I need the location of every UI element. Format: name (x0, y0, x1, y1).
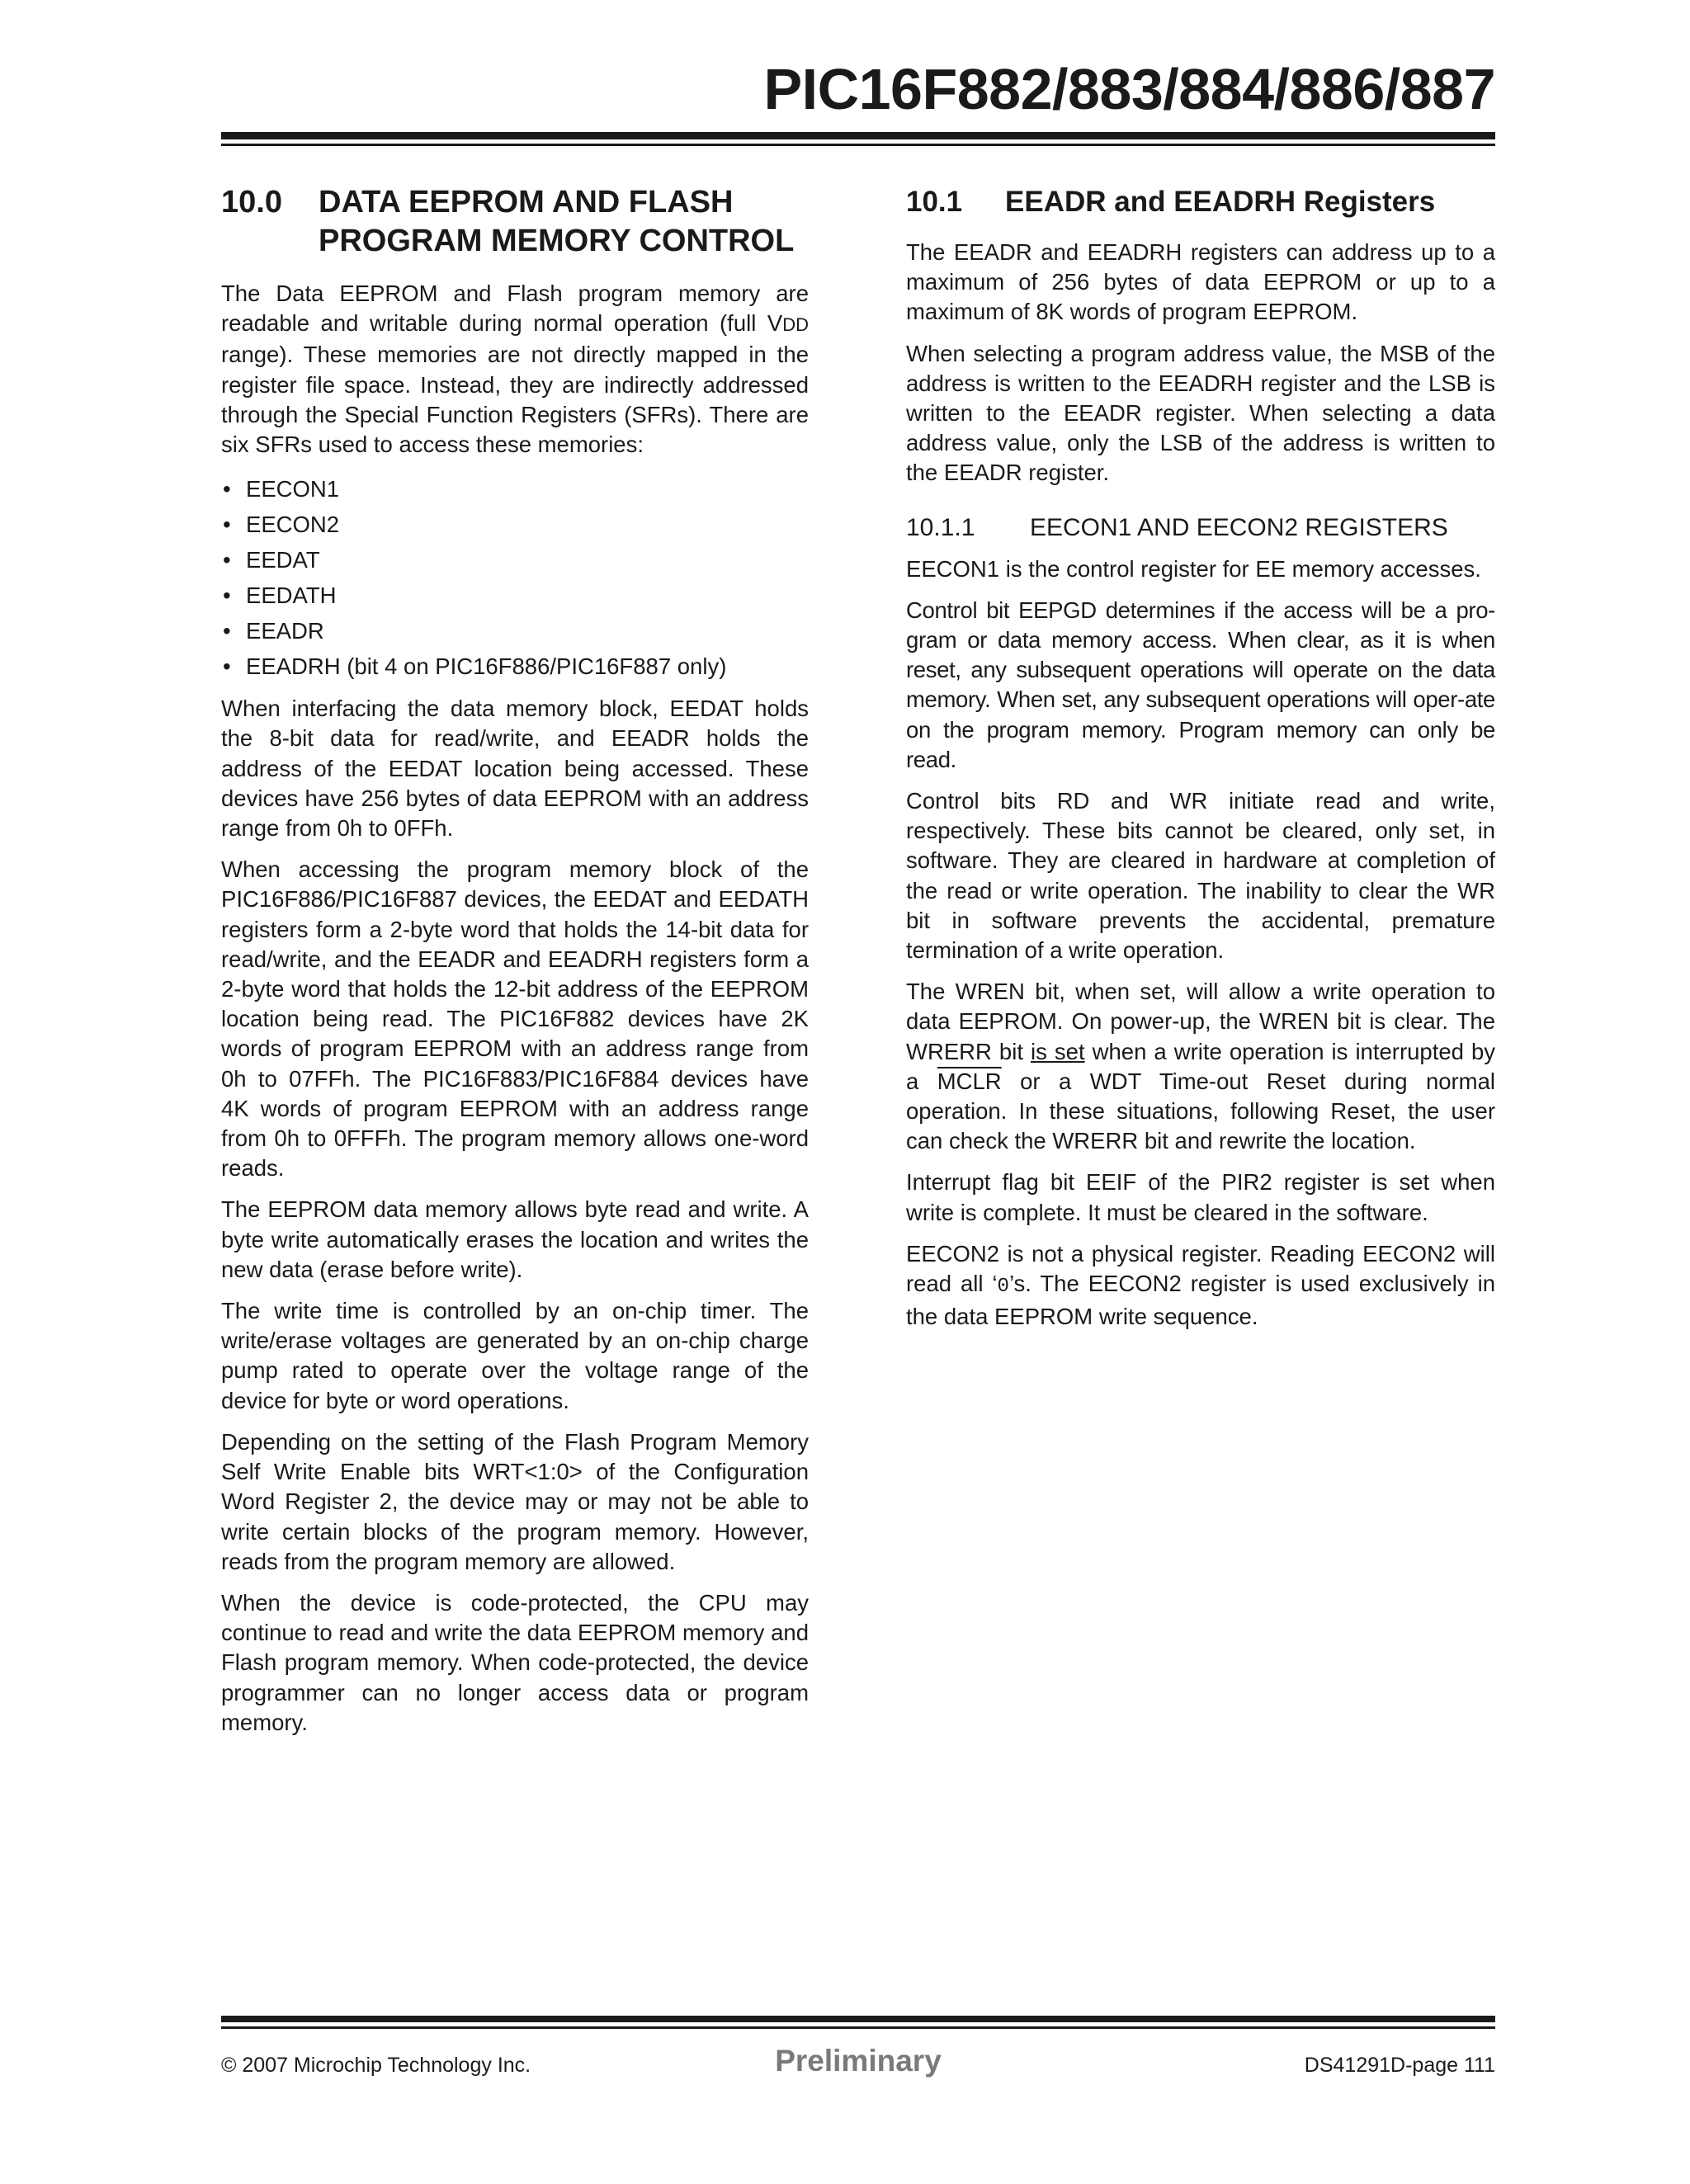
paragraph-eedat: When interfacing the data memory block, EEDAT holds the 8-bit data for read/write, and EEADR holds the address of the EEDAT location being accessed. These devices have 256 bytes of data EEPROM with an address range from 0h to 0FFh. (221, 696, 809, 842)
list-item: • EEDAT (223, 547, 320, 573)
footer-rule-thin (221, 2026, 1495, 2029)
paragraph-write-time: The write time is controlled by an on-chip timer. The write/erase voltages are generated by an on-chip charge pump rated to operate over the voltage range of the device for byte or word operations. (221, 1298, 809, 1413)
list-item: • EECON1 (223, 476, 340, 502)
zero-literal: 0 (997, 1276, 1009, 1299)
right-column (906, 183, 1495, 1344)
list-item: • EEADR (223, 618, 324, 644)
section-heading-10-0 (221, 183, 809, 261)
paragraph-msb-lsb: When selecting a program address value, the MSB of the address is written to the EEADRH register and the LSB is written to the EEADR register. When selecting a data address value, only the LSB of the address is written to the EEADR register. (906, 340, 1495, 486)
preliminary-label: Preliminary (775, 2044, 942, 2078)
header-rule-thick (221, 132, 1495, 139)
list-item: • EEADRH (bit 4 on PIC16F886/PIC16F887 only) (223, 653, 727, 680)
paragraph-eeif: Interrupt flag bit EEIF of the PIR2 register is set when write is complete. It must be cleared in the software. (906, 1169, 1495, 1225)
vdd-subscript: DD (782, 314, 809, 336)
section-title: EEADR and EEADRH Registers (1005, 186, 1436, 218)
paragraph-eepgd: Control bit EEPGD determines if the access will be a pro-gram or data memory access. When clear, as it is when reset, any subsequent operations will operate on the data memory. When set, any subsequent operations will oper-ate on the program memory. Program memory can only be read. (906, 597, 1495, 772)
paragraph-eecon2: EECON2 is not a physical register. Reading EECON2 will read all ‘0’s. The EECON2 register is used exclusively in the data EEPROM write sequence. (906, 1240, 1495, 1330)
mclr-overline: MCLR (937, 1068, 1002, 1094)
intro-paragraph: The Data EEPROM and Flash program memory are readable and writable during normal operation (full VDD range). These memories are not directly mapped in the register file space. Instead, they are indirectly addressed through the Special Function Registers (SFRs). There are six SFRs used to access these memories: (221, 281, 809, 458)
paragraph-program-memory: When accessing the program memory block of the PIC16F886/PIC16F887 devices, the EEDAT and EEDATH registers form a 2-byte word that holds the 14-bit data for read/write, and the EEADR and EEADRH registers form a 2-byte word that holds the 12-bit address of the EEPROM location being read. The PIC16F882 devices have 2K words of program EEPROM with an address range from 0h to 07FFh. The PIC16F883/PIC16F884 devices have 4K words of program EEPROM with an address range from 0h to 0FFFh. The program memory allows one-word reads. (221, 856, 809, 1182)
paragraph-rd-wr: Control bits RD and WR initiate read and write, respectively. These bits cannot be cleared, only set, in software. They are cleared in hardware at completion of the read or write operation. The inability to clear the WR bit in software prevents the accidental, premature termination of a write operation. (906, 788, 1495, 964)
footer-rule-thick (221, 2016, 1495, 2022)
subsection-heading-10-1-1 (906, 512, 1495, 545)
paragraph-self-write: Depending on the setting of the Flash Program Memory Self Write Enable bits WRT<1:0> of the Configuration Word Register 2, the device may or may not be able to write certain blocks of the program memory. However, reads from the program memory are allowed. (221, 1428, 809, 1574)
page-footer (221, 2043, 1495, 2084)
page-number: DS41291D-page 111 (1304, 2054, 1495, 2077)
copyright: © 2007 Microchip Technology Inc. (221, 2054, 531, 2077)
header-rule-thin (221, 144, 1495, 146)
paragraph-wren: The WREN bit, when set, will allow a write operation to data EEPROM. On power-up, the WREN bit is clear. The WRERR bit is set when a write operation is interrupted by a MCLR or a WDT Time-out Reset during normal operation. In these situations, following Reset, the user can check the WRERR bit and rewrite the location. (906, 979, 1496, 1154)
is-set-underlined: is set (1031, 1038, 1085, 1064)
section-title: DATA EEPROM AND FLASH PROGRAM MEMORY CONTROL (319, 185, 795, 258)
sfr-list (221, 471, 809, 684)
left-column (221, 183, 809, 1749)
list-item: • EECON2 (223, 512, 340, 538)
subsection-title: EECON1 AND EECON2 REGISTERS (1030, 513, 1448, 541)
paragraph-eeadr-range: The EEADR and EEADRH registers can address up to a maximum of 256 bytes of data EEPROM or up to a maximum of 8K words of program EEPROM. (906, 239, 1495, 325)
section-number: 10.1 (906, 186, 963, 218)
section-heading-10-1 (906, 183, 1495, 221)
paragraph-code-protect: When the device is code-protected, the CPU may continue to read and write the data EEPROM memory and Flash program memory. When code-protected, the device programmer can no longer access data or program memory. (221, 1589, 809, 1735)
paragraph-byte-write: The EEPROM data memory allows byte read and write. A byte write automatically erases the location and writes the new data (erase before write). (221, 1196, 809, 1282)
list-item: • EEDATH (223, 583, 337, 609)
document-title: PIC16F882/883/884/886/887 (763, 57, 1495, 121)
subsection-number: 10.1.1 (906, 513, 975, 541)
section-number: 10.0 (221, 185, 282, 219)
paragraph-eecon1: EECON1 is the control register for EE memory accesses. (906, 555, 1481, 582)
